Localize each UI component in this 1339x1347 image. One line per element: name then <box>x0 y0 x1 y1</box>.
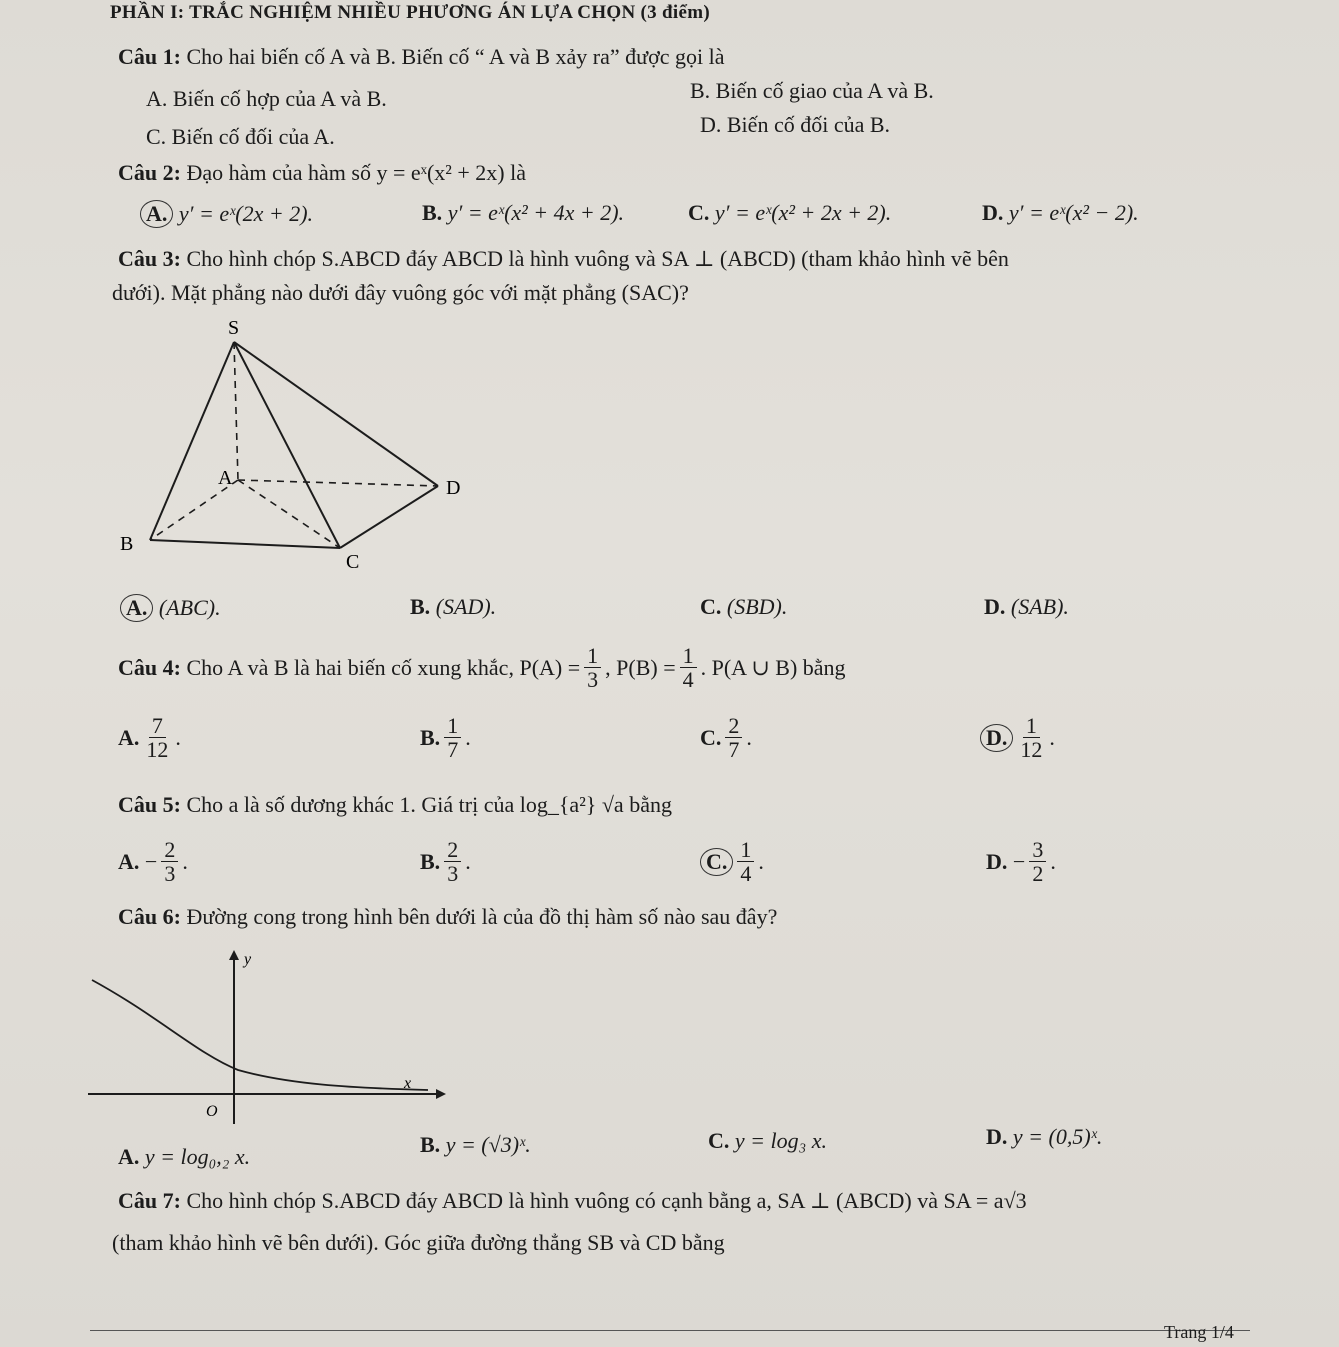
question-3-text-line2: dưới). Mặt phẳng nào dưới đây vuông góc với mặt phẳng (SAC)? <box>112 280 689 305</box>
question-3-text-line1: Cho hình chóp S.ABCD đáy ABCD là hình vuông và SA ⊥ (ABCD) (tham khảo hình vẽ bên <box>186 246 1009 271</box>
question-4-option-d: D. $\frac{1}{12}$ . <box>980 714 1055 761</box>
option-b-formula: y′ = eˣ(x² + 4x + 2). <box>447 200 625 225</box>
question-6-option-c <box>708 1128 827 1154</box>
question-4-text: Cho A và B là hai biến cố xung khắc, <box>186 654 514 680</box>
question-2 <box>118 160 526 186</box>
option-a-formula: y′ = eˣ(2x + 2). <box>178 201 314 226</box>
question-2-option-d <box>982 200 1139 226</box>
question-5-option-d: D. − $\frac{3}{2}$ . <box>986 837 1056 887</box>
option-d-letter: D. <box>984 594 1006 619</box>
question-5-option-c: C. $\frac{1}{4}$ . <box>700 838 764 885</box>
question-3-option-c <box>700 594 787 620</box>
question-5-option-b: B. $\frac{2}{3}$ . <box>420 837 471 887</box>
y-axis-arrow <box>229 950 239 960</box>
question-7-label: Câu 7: <box>118 1188 181 1213</box>
option-c-letter: C. <box>700 724 722 750</box>
question-5-label: Câu 5: <box>118 792 181 817</box>
option-a-letter: A. <box>140 200 173 228</box>
option-d-formula: y = (0,5)ˣ. <box>1012 1124 1103 1149</box>
option-b-fraction: $\frac{2}{3}$ <box>444 838 461 885</box>
question-2-option-b <box>422 200 624 226</box>
option-b-letter: B. <box>410 594 431 619</box>
question-4 <box>118 644 846 691</box>
section-title: PHẦN I: TRẮC NGHIỆM NHIỀU PHƯƠNG ÁN LỰA CHỌN (3 điểm) <box>110 2 710 23</box>
question-1-option-b: B. Biến cố giao của A và B. <box>690 78 934 103</box>
option-a-letter: A. <box>120 594 153 622</box>
vertex-a-label: A <box>218 467 233 489</box>
question-3-option-d <box>984 594 1069 620</box>
y-axis-label: y <box>244 951 252 968</box>
vertex-d-label: D <box>446 477 461 499</box>
option-b-fraction: $\frac{1}{7}$ <box>444 714 461 761</box>
question-1-option-c: C. Biến cố đối của A. <box>146 124 335 149</box>
option-b-letter: B. <box>420 1132 441 1157</box>
question-6-option-a <box>118 1144 250 1170</box>
question-7-text-line1: Cho hình chóp S.ABCD đáy ABCD là hình vuông có cạnh bằng a, SA ⊥ (ABCD) và SA = a√3 <box>186 1188 1027 1213</box>
question-6-text: Đường cong trong hình bên dưới là của đồ thị hàm số nào sau đây? <box>186 904 778 929</box>
edge-ad <box>238 480 438 486</box>
option-d-letter: D. <box>980 724 1013 752</box>
fraction-pb: $\frac{1}{4}$ <box>680 644 697 691</box>
option-d-text: (SAB). <box>1010 594 1069 619</box>
option-d-letter: D. <box>982 200 1004 225</box>
question-4-pa: P(A) = <box>519 654 581 680</box>
question-3-option-a <box>120 594 221 622</box>
page-number: Trang 1/4 <box>1164 1322 1234 1342</box>
question-5-option-a: A. − $\frac{2}{3}$ . <box>118 837 188 887</box>
option-c-letter: C. <box>688 200 710 225</box>
question-1-option-d: D. Biến cố đối của B. <box>700 112 891 137</box>
option-c-letter: C. <box>700 594 722 619</box>
option-c-letter: C. <box>708 1128 730 1153</box>
question-4-option-b: B. $\frac{1}{7}$ . <box>420 713 471 763</box>
question-1 <box>118 44 724 70</box>
question-4-option-c: C. $\frac{2}{7}$ . <box>700 713 752 763</box>
footer-rule <box>90 1330 1250 1331</box>
option-a-letter: A. <box>118 848 140 874</box>
question-2-option-a <box>140 200 313 228</box>
option-d-fraction: $\frac{3}{2}$ <box>1029 838 1046 885</box>
fraction-pa: $\frac{1}{3}$ <box>584 644 601 691</box>
option-b-letter: B. <box>420 848 441 874</box>
origin-label: O <box>206 1103 218 1120</box>
option-b-formula: y = (√3)ˣ. <box>445 1132 531 1157</box>
question-3-label: Câu 3: <box>118 246 181 271</box>
question-6-option-d <box>986 1124 1102 1150</box>
option-a-sign: − <box>144 848 158 874</box>
vertex-c-label: C <box>346 551 360 573</box>
question-4-tail: . P(A ∪ B) bằng <box>700 654 846 680</box>
question-2-text: Đạo hàm của hàm số y = eˣ(x² + 2x) là <box>186 160 527 185</box>
question-5-text: Cho a là số dương khác 1. Giá trị của log_{a²} √a bằng <box>186 792 672 817</box>
option-c-text: (SBD). <box>726 594 788 619</box>
question-7-text-line2: (tham khảo hình vẽ bên dưới). Góc giữa đường thẳng SB và CD bằng <box>112 1230 725 1255</box>
vertex-s-label: S <box>228 318 240 339</box>
question-1-option-a: A. Biến cố hợp của A và B. <box>146 86 387 111</box>
option-a-formula: y = log₀,₂ x. <box>144 1144 251 1169</box>
option-d-letter: D. <box>986 848 1008 874</box>
function-curve <box>92 980 428 1090</box>
option-a-text: (ABC). <box>158 595 221 620</box>
edge-sa <box>234 342 238 480</box>
option-c-fraction: $\frac{2}{7}$ <box>725 714 742 761</box>
question-3-option-b <box>410 594 496 620</box>
question-7 <box>118 1188 1027 1214</box>
option-c-letter: C. <box>700 848 733 876</box>
pyramid-figure <box>110 318 470 578</box>
option-c-formula: y′ = eˣ(x² + 2x + 2). <box>714 200 892 225</box>
edge-cd <box>340 486 438 548</box>
option-d-fraction: $\frac{1}{12}$ <box>1020 713 1043 763</box>
edge-sb <box>150 342 234 540</box>
x-axis-arrow <box>436 1089 446 1099</box>
option-c-formula: y = log₃ x. <box>734 1128 828 1153</box>
question-3 <box>118 246 1009 272</box>
option-a-fraction: $\frac{2}{3}$ <box>161 838 178 885</box>
option-b-letter: B. <box>422 200 443 225</box>
x-axis-label: x <box>404 1075 412 1092</box>
edge-sc <box>234 342 340 548</box>
option-b-text: (SAD). <box>435 594 497 619</box>
question-6-label: Câu 6: <box>118 904 181 929</box>
edge-ac <box>238 480 340 548</box>
question-4-label: Câu 4: <box>118 654 181 680</box>
question-6 <box>118 904 777 930</box>
question-1-label: Câu 1: <box>118 44 181 69</box>
question-1-text: Cho hai biến cố A và B. Biến cố “ A và B xảy ra” được gọi là <box>186 44 725 69</box>
option-d-sign: − <box>1012 848 1026 874</box>
question-2-option-c <box>688 200 891 226</box>
option-a-letter: A. <box>118 724 140 750</box>
option-a-fraction: $\frac{7}{12}$ <box>146 713 169 763</box>
option-b-letter: B. <box>420 724 441 750</box>
curve-graph <box>88 946 448 1126</box>
question-4-pb: , P(B) = <box>605 654 676 680</box>
question-4-option-a: A. $\frac{7}{12}$ . <box>118 713 181 763</box>
vertex-b-label: B <box>120 533 134 555</box>
edge-sd <box>234 342 438 486</box>
question-6-option-b <box>420 1132 531 1158</box>
option-d-formula: y′ = eˣ(x² − 2). <box>1008 200 1139 225</box>
edge-bc <box>150 540 340 548</box>
option-c-fraction: $\frac{1}{4}$ <box>737 838 754 885</box>
question-5 <box>118 792 672 818</box>
option-a-letter: A. <box>118 1144 140 1169</box>
question-2-label: Câu 2: <box>118 160 181 185</box>
option-d-letter: D. <box>986 1124 1008 1149</box>
